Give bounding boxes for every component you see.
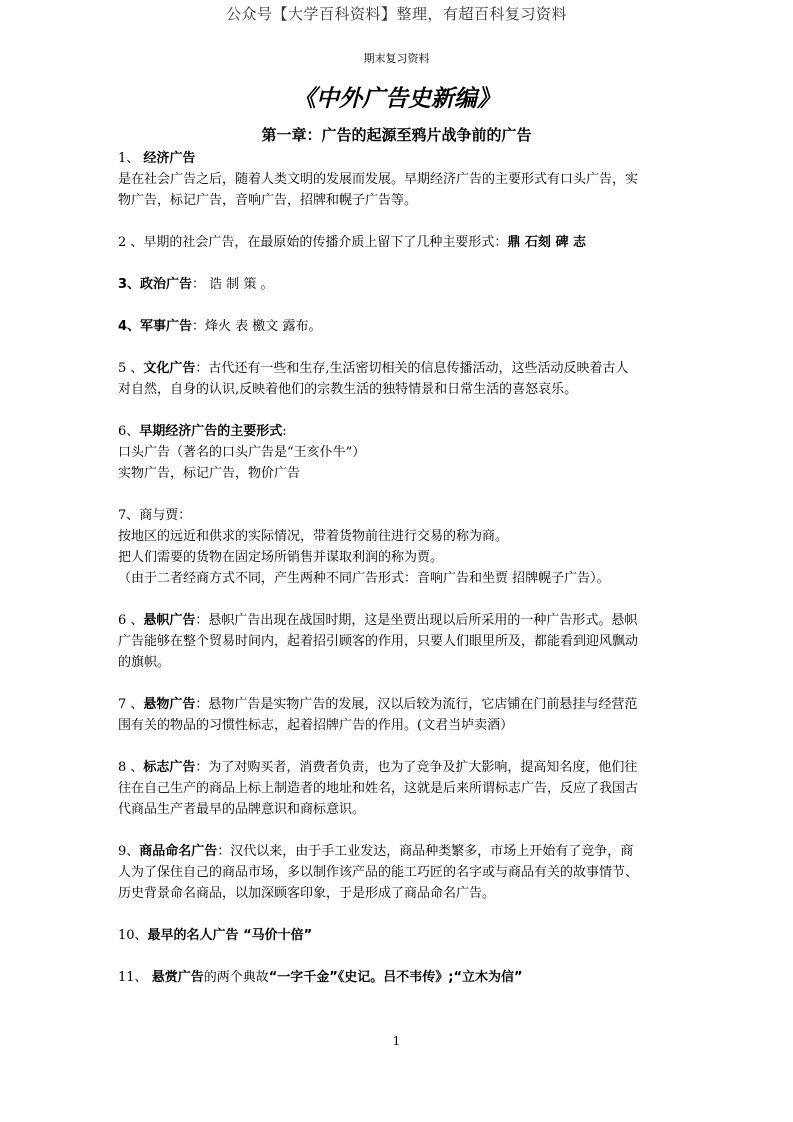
section-8-line: 的旗帜。 (118, 655, 171, 670)
watermark: 公众号【大学百科资料】整理，有超百科复习资料 (225, 5, 567, 23)
section-7-line: 把人们需要的货物在固定场所销售并谋取利润的称为贾。 (118, 550, 444, 565)
section-10-line: 往在自己生产的商品上标上制造者的地址和姓名，这就是后来所谓标志广告，反应了我国古 (118, 781, 639, 796)
section-3: 3、政治广告： 诰 制 策 。 (118, 277, 274, 292)
document-body (118, 148, 688, 988)
section-8: 6 、悬帜广告：悬帜广告出现在战国时期，这是坐贾出现以后所采用的一种广告形式。悬帜 (118, 613, 638, 628)
section-2: 2 、早期的社会广告，在最原始的传播介质上留下了几种主要形式：鼎 石刻 碑 志 (118, 235, 586, 250)
section-10: 8 、标志广告：为了对购买者，消费者负责，也为了竞争及扩大影响，提高知名度，他们往 (118, 760, 638, 775)
section-1-line: 是在社会广告之后，随着人类文明的发展而发展。早期经济广告的主要形式有口头广告，实 (118, 172, 639, 187)
section-5-line: 对自然，自身的认识,反映着他们的宗教生活的独特情景和日常生活的喜怒哀乐。 (118, 382, 578, 397)
section-6-line: 实物广告，标记广告，物价广告 (118, 466, 301, 481)
section-7-line: （由于二者经商方式不同，产生两种不同广告形式：音响广告和坐贾 招牌幌子广告）。 (118, 571, 610, 586)
section-9-line: 围有关的物品的习惯性标志，起着招牌广告的作用。(文君当垆卖酒） (118, 718, 514, 733)
section-11-line: 人为了保住自己的商品市场，多以制作该产品的能工巧匠的名字或与商品有关的故事情节、 (118, 865, 639, 880)
document-title: 《中外广告史新编》 (293, 86, 500, 112)
section-11-line: 历史背景命名商品，以加深顾客印象，于是形成了商品命名广告。 (118, 886, 496, 901)
section-10-line: 代商品生产者最早的品牌意识和商标意识。 (118, 802, 366, 817)
section-11: 9、商品命名广告：汉代以来，由于手工业发达，商品种类繁多，市场上开始有了竞争，商 (118, 844, 634, 859)
section-6-heading: 6、早期经济广告的主要形式: (118, 424, 287, 439)
page-number: 1 (392, 1034, 401, 1048)
section-1-heading: 1、 经济广告 (118, 151, 196, 166)
section-13: 11、 悬赏广告的两个典故“一字千金”《史记。吕不韦传》;“立木为信” (118, 970, 523, 985)
section-8-line: 广告能够在整个贸易时间内，起着招引顾客的作用，只要人们眼里所及，都能看到迎风飘动 (118, 634, 639, 649)
section-6-line: 口头广告（著名的口头广告是“王亥仆牛”） (118, 445, 366, 460)
section-5: 5 、文化广告：古代还有一些和生存,生活密切相关的信息传播活动，这些活动反映着古人 (118, 361, 629, 376)
running-header: 期末复习资料 (363, 52, 430, 65)
section-9: 7 、悬物广告：悬物广告是实物广告的发展，汉以后较为流行，它店铺在门前悬挂与经营范 (118, 697, 638, 712)
chapter-title: 第一章：广告的起源至鸦片战争前的广告 (261, 126, 532, 144)
section-12: 10、最早的名人广告 “马价十倍” (118, 928, 313, 943)
section-7-heading: 7、商与贾： (118, 508, 192, 523)
section-4: 4、军事广告：烽火 表 檄文 露布。 (118, 319, 322, 334)
section-1-line: 物广告，标记广告，音响广告，招牌和幌子广告等。 (118, 193, 418, 208)
section-7-line: 按地区的远近和供求的实际情况，带着货物前往进行交易的称为商。 (118, 529, 509, 544)
